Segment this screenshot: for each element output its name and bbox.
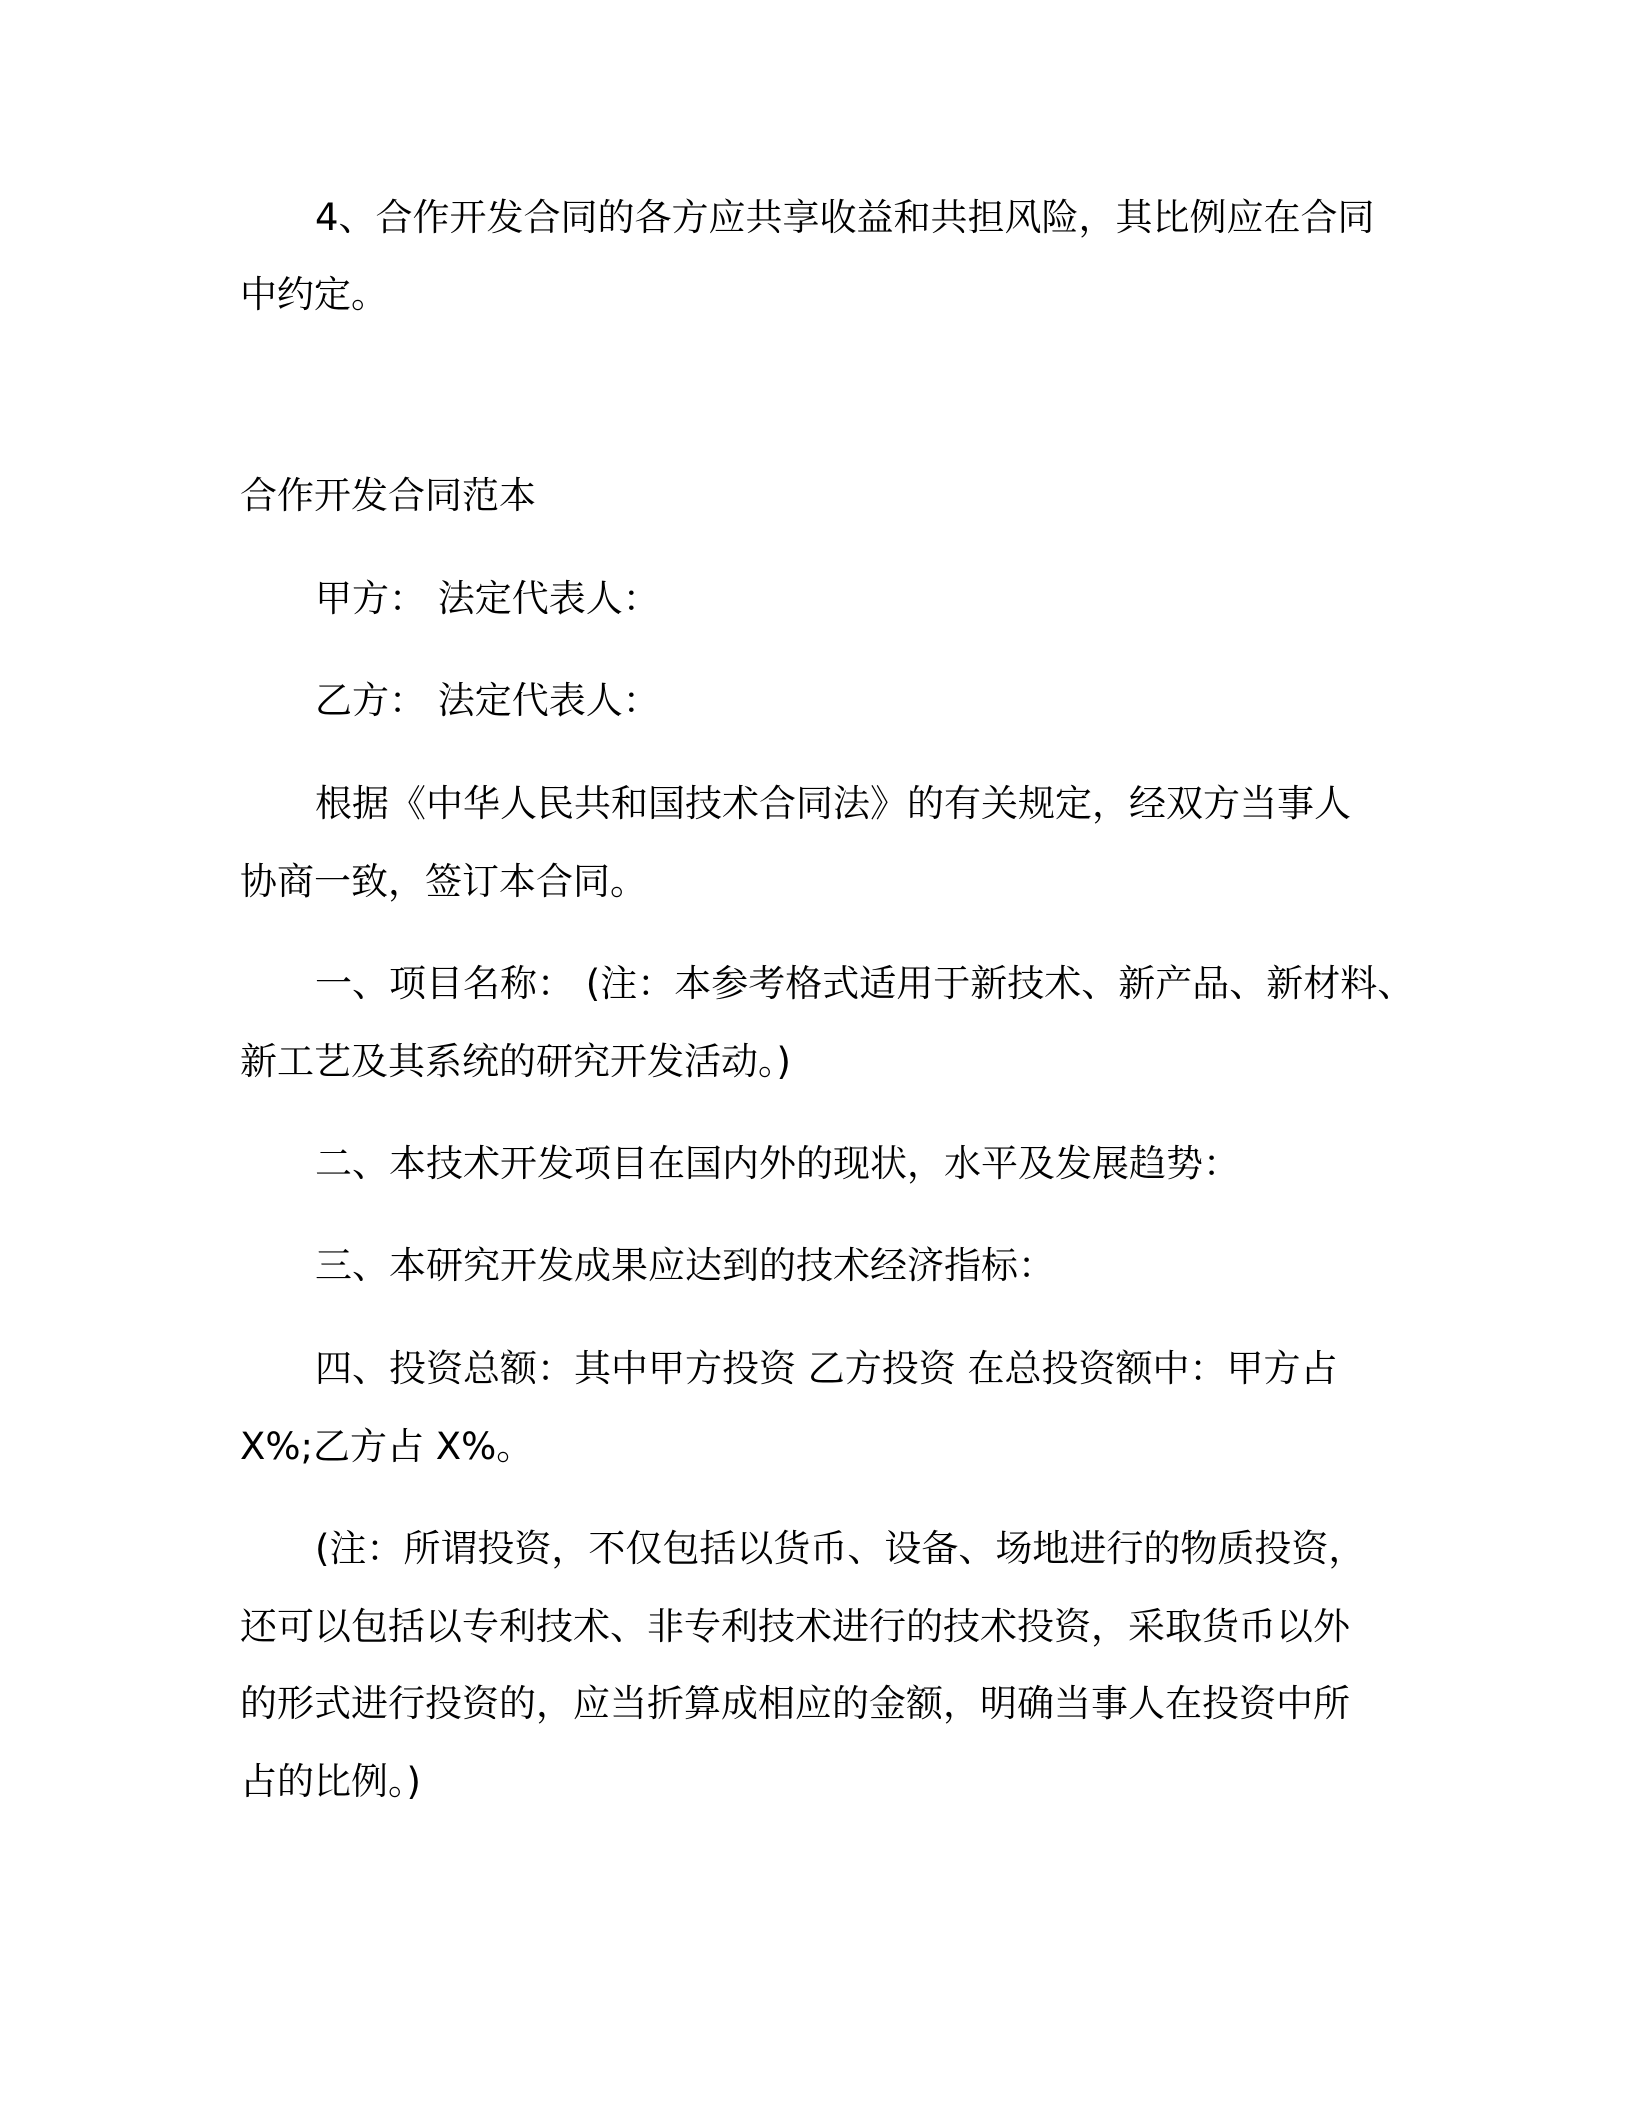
preamble-line-2: 协商一致，签订本合同。 [240,860,647,903]
section-title: 合作开发合同范本 [240,474,536,517]
item-1-line-2: 新工艺及其系统的研究开发活动。) [240,1040,791,1083]
party-a-line: 甲方： 法定代表人： [315,577,660,620]
clause-4-line-1: 4、合作开发合同的各方应共享收益和共担风险，其比例应在合同 [315,196,1375,239]
note-line-3: 的形式进行投资的，应当折算成相应的金额，明确当事人在投资中所 [240,1682,1350,1725]
note-line-4: 占的比例。) [240,1760,421,1803]
item-4-line-1: 四、投资总额：其中甲方投资 乙方投资 在总投资额中：甲方占 [315,1347,1338,1390]
item-2-line: 二、本技术开发项目在国内外的现状，水平及发展趋势： [315,1142,1240,1185]
note-line-1: (注：所谓投资，不仅包括以货币、设备、场地进行的物质投资， [315,1527,1366,1570]
note-line-2: 还可以包括以专利技术、非专利技术进行的技术投资，采取货币以外 [240,1605,1350,1648]
item-3-line: 三、本研究开发成果应达到的技术经济指标： [315,1244,1055,1287]
preamble-line-1: 根据《中华人民共和国技术合同法》的有关规定，经双方当事人 [315,782,1351,825]
party-b-line: 乙方： 法定代表人： [315,679,660,722]
item-1-line-1: 一、项目名称： (注：本参考格式适用于新技术、新产品、新材料、 [315,962,1415,1005]
item-4-line-2: X%;乙方占 X%。 [240,1425,534,1468]
clause-4-line-2: 中约定。 [240,273,388,316]
